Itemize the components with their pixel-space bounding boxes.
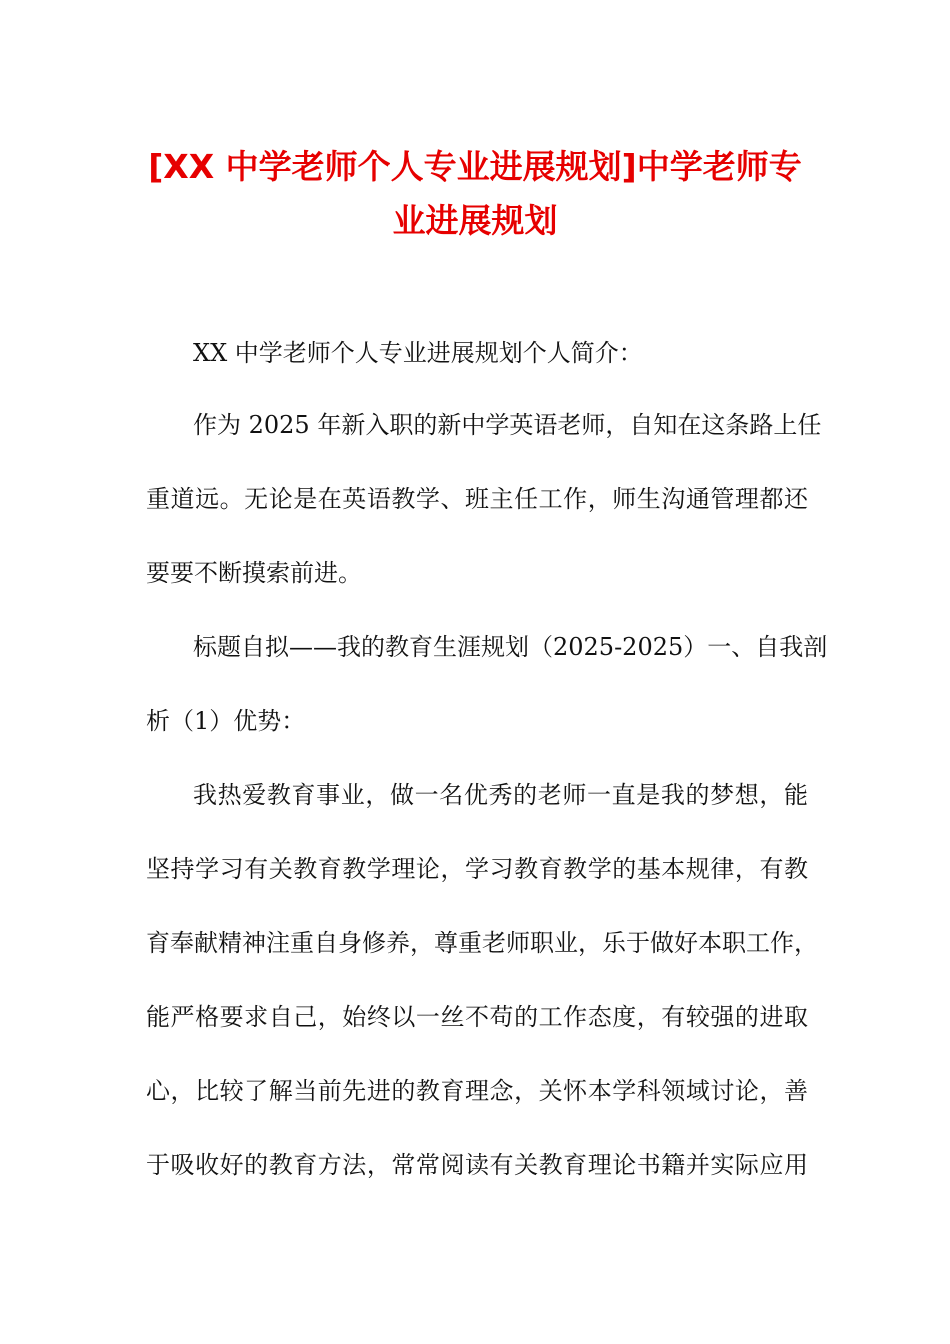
paragraph-line: 心，比较了解当前先进的教育理念，关怀本学科领域讨论，善 [146, 1077, 808, 1105]
intro-heading: XX 中学老师个人专业进展规划个人简介： [193, 339, 643, 367]
paragraph-line: 育奉献精神注重自身修养，尊重老师职业，乐于做好本职工作， [146, 929, 818, 957]
title-line-2: 业进展规划 [392, 201, 558, 240]
paragraph-line: 能严格要求自己，始终以一丝不苟的工作态度，有较强的进取 [146, 1003, 808, 1031]
document-title [120, 140, 830, 248]
paragraph-line: 标题自拟——我的教育生涯规划（2025-2025）一、自我剖 [193, 633, 828, 661]
paragraph-line: 作为 2025 年新入职的新中学英语老师，自知在这条路上任 [193, 411, 822, 439]
title-line-1: [XX 中学老师个人专业进展规划]中学老师专 [148, 147, 802, 186]
paragraph-line: 析（1）优势： [146, 707, 306, 735]
paragraph-line: 坚持学习有关教育教学理论，学习教育教学的基本规律，有教 [146, 855, 808, 883]
paragraph-line: 于吸收好的教育方法，常常阅读有关教育理论书籍并实际应用 [146, 1151, 808, 1179]
paragraph-line: 重道远。无论是在英语教学、班主任工作，师生沟通管理都还 [146, 485, 808, 513]
paragraph-line: 要要不断摸索前进。 [146, 559, 362, 587]
paragraph-line: 我热爱教育事业，做一名优秀的老师一直是我的梦想，能 [193, 781, 808, 809]
